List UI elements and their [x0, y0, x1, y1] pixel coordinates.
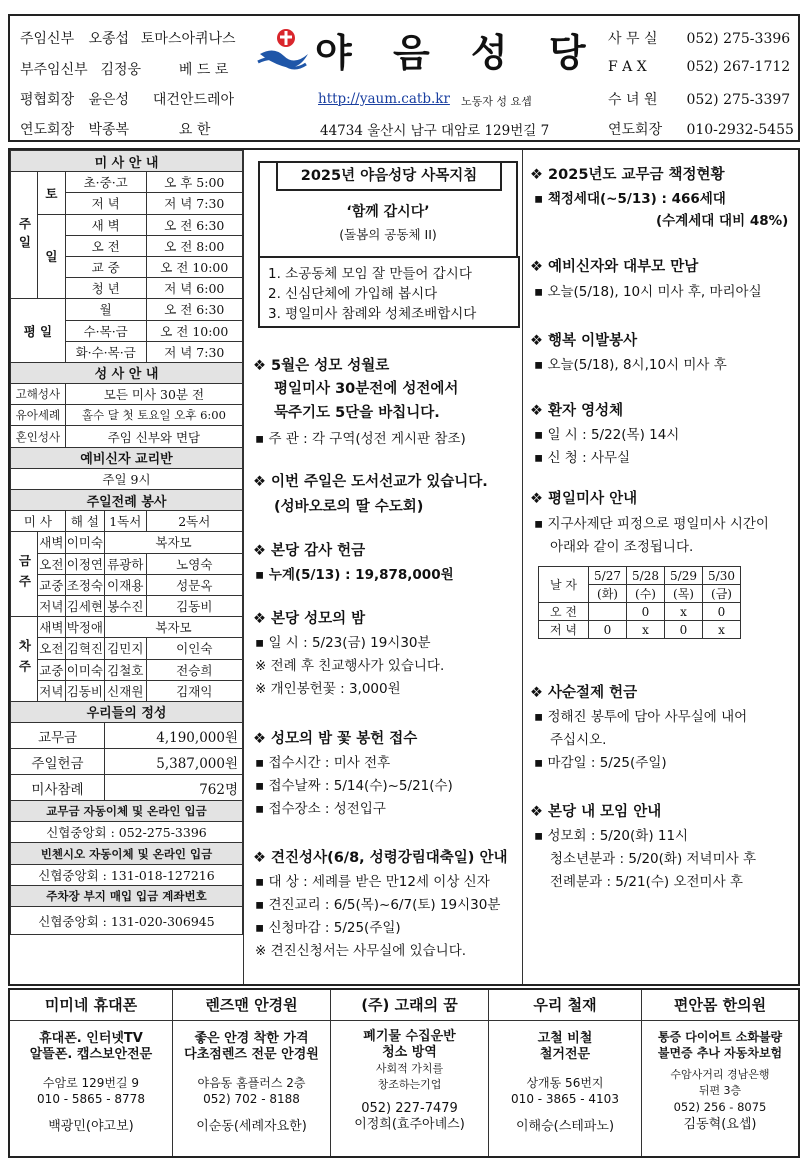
header-contact-1: F A X 052) 267-1712	[608, 59, 791, 75]
notice-line: ▪ 신청마감 : 5/25(주일)	[255, 920, 401, 936]
mass-name: 초·중·고	[65, 172, 146, 193]
sunday-label: 주일	[11, 172, 38, 299]
header-staff-3: 연도회장 박종복 요 한	[20, 122, 211, 138]
goal-item: 2. 신심단체에 가입해 봅시다	[268, 286, 438, 302]
notice-heading: 평일미사 30분전에 성전에서	[274, 381, 459, 397]
service-mass: 새벽	[37, 617, 65, 638]
service-person: 박정애	[65, 617, 104, 638]
ad-card	[331, 990, 489, 1156]
mass-time: 오 전 10:00	[146, 256, 242, 277]
ad-card	[173, 990, 331, 1156]
mt-row-label: 저 녁	[539, 621, 589, 639]
motto-title: 2025년 야음성당 사목지침	[276, 161, 502, 191]
service-person: 김세현	[65, 595, 104, 616]
ad-name: 렌즈맨 안경원	[173, 990, 330, 1021]
service-person: 복자모	[105, 617, 243, 638]
ad-line: 수암사거리 경남은행	[670, 1068, 770, 1081]
mass-time: 저 녁 7:30	[146, 341, 242, 362]
sacrament-guide-title: 성 사 안 내	[11, 362, 243, 383]
mass-name: 월	[65, 299, 146, 320]
mt-row-label: 오 전	[539, 603, 589, 621]
account-number: 신협중앙회 : 131-020-306945	[11, 907, 243, 935]
notice-line: ▪ 성모회 : 5/20(화) 11시	[534, 828, 689, 844]
offering-label: 교무금	[11, 723, 105, 749]
notice-heading: ❖ 본당 내 모임 안내	[530, 804, 662, 820]
mass-name: 청 년	[65, 278, 146, 299]
service-person: 이미숙	[65, 532, 104, 553]
service-person: 복자모	[105, 532, 243, 553]
mt-dow: (목)	[665, 585, 703, 603]
service-person: 이정연	[65, 553, 104, 574]
service-header: 1독서	[105, 511, 147, 532]
goal-item: 1. 소공동체 모임 잘 만들어 갑시다	[268, 266, 472, 282]
day-label: 일	[37, 214, 65, 299]
mt-date: 5/27	[589, 567, 627, 585]
mass-time: 오 전 6:30	[146, 299, 242, 320]
ad-line: 상개동 56번지	[526, 1076, 604, 1090]
notice-line: ▪ 누계(5/13) : 19,878,000원	[255, 567, 454, 583]
ad-line: 010 - 3865 - 4103	[511, 1092, 619, 1106]
mt-dow: (화)	[589, 585, 627, 603]
notice-line: ※ 전례 후 친교행사가 있습니다.	[255, 658, 445, 674]
weekday-mass-table	[538, 566, 741, 639]
saturday-label: 토	[37, 172, 65, 214]
mt-cell: x	[627, 621, 665, 639]
weekday-label: 평 일	[11, 299, 66, 363]
notice-heading: ❖ 성모의 밤 꽃 봉헌 접수	[253, 731, 418, 747]
offering-value: 5,387,000원	[105, 749, 243, 775]
bulletin-header	[8, 14, 800, 142]
mt-cell: 0	[589, 621, 627, 639]
ad-contact: 이해승(스테파노)	[515, 1119, 615, 1134]
ad-line: 010 - 5865 - 8778	[37, 1092, 145, 1106]
account-title: 주차장 부지 매입 입금 계좌번호	[11, 885, 243, 906]
account-number: 신협중앙회 : 131-018-127216	[11, 864, 243, 885]
liturgy-service-title: 주일전례 봉사	[11, 490, 243, 511]
parish-title: 야 음 성 당	[315, 31, 600, 75]
notice-line: ▪ 대 상 : 세례를 받은 만12세 이상 신자	[255, 874, 490, 890]
sacrament-info: 모든 미사 30분 전	[65, 384, 242, 405]
notice-heading: ❖ 사순절제 헌금	[530, 685, 638, 701]
pastoral-goals-box	[258, 256, 520, 328]
ad-line: 052) 702 - 8188	[203, 1092, 300, 1106]
service-mass: 저녁	[37, 680, 65, 701]
mass-time: 저 녁 6:00	[146, 278, 242, 299]
service-person: 김재익	[146, 680, 242, 701]
mass-name: 새 벽	[65, 214, 146, 235]
ad-line: 폐기물 수집운반	[363, 1029, 456, 1044]
service-mass: 오전	[37, 553, 65, 574]
parish-url-link[interactable]: http://yaum.catb.kr	[318, 91, 450, 107]
service-person: 조정숙	[65, 574, 104, 595]
ad-line: 고철 비철	[537, 1031, 593, 1046]
sacrament-info: 홀수 달 첫 토요일 오후 6:00	[65, 405, 242, 426]
mass-time: 오 후 5:00	[146, 172, 242, 193]
goal-item: 3. 평일미사 참례와 성체조배합시다	[268, 306, 477, 322]
ad-line: 사회적 가치를	[375, 1062, 444, 1075]
mass-name: 저 녁	[65, 193, 146, 214]
notice-heading: ❖ 평일미사 안내	[530, 491, 638, 507]
ad-line: 수암로 129번길 9	[42, 1076, 140, 1090]
service-person: 이인숙	[146, 638, 242, 659]
notice-heading: ❖ 견진성사(6/8, 성령강림대축일) 안내	[253, 850, 508, 866]
mass-name: 교 중	[65, 256, 146, 277]
mass-guide-title: 미 사 안 내	[11, 151, 243, 172]
catechumen-time: 주일 9시	[11, 468, 243, 489]
notice-heading: ❖ 이번 주일은 도서선교가 있습니다.	[253, 474, 488, 490]
notice-line: ▪ 견진교리 : 6/5(목)~6/7(토) 19시30분	[255, 897, 501, 913]
notice-line: ▪ 일 시 : 5/22(목) 14시	[534, 427, 680, 443]
ad-line: 휴대폰. 인터넷TV	[39, 1031, 143, 1046]
service-person: 김민지	[105, 638, 147, 659]
mt-dow: (수)	[627, 585, 665, 603]
notice-heading: ❖ 예비신자와 대부모 만남	[530, 259, 699, 275]
notice-heading: ❖ 본당 감사 헌금	[253, 543, 366, 559]
ad-card	[10, 990, 173, 1156]
service-person: 성문옥	[146, 574, 242, 595]
notice-heading: ❖ 행복 이발봉사	[530, 333, 638, 349]
mass-time: 오 전 10:00	[146, 320, 242, 341]
notice-line: ▪ 접수장소 : 성전입구	[255, 801, 386, 817]
notice-line: ▪ 정해진 봉투에 담아 사무실에 내어	[534, 709, 748, 725]
ad-contact: 김동혁(요셉)	[683, 1117, 757, 1132]
address-text: 44734 울산시 남구 대암로 129번길 7	[320, 123, 550, 139]
mt-date-label: 날 자	[539, 567, 589, 603]
mass-time: 오 전 8:00	[146, 235, 242, 256]
service-person: 김동비	[65, 680, 104, 701]
notice-line: 청소년분과 : 5/20(화) 저녁미사 후	[550, 851, 757, 867]
ad-line: 통증 다이어트 소화불량	[657, 1030, 783, 1044]
ad-line: 052) 256 - 8075	[673, 1100, 767, 1114]
service-person: 전승희	[146, 659, 242, 680]
ad-line: 불면증 추나 자동차보험	[657, 1046, 783, 1060]
sacrament-info: 주임 신부와 면담	[65, 426, 242, 447]
ad-line: 창조하는기업	[377, 1078, 442, 1091]
service-mass: 교중	[37, 574, 65, 595]
notice-line: ▪ 오늘(5/18), 8시,10시 미사 후	[534, 357, 727, 373]
ad-line: 052) 227-7479	[361, 1101, 458, 1116]
offering-label: 주일헌금	[11, 749, 105, 775]
notice-heading: ❖ 5월은 성모 성월로	[253, 358, 390, 374]
mass-name: 오 전	[65, 235, 146, 256]
notice-line: ▪ 일 시 : 5/23(금) 19시30분	[255, 635, 431, 651]
ad-card	[489, 990, 642, 1156]
ad-name: 편안몸 한의원	[642, 990, 798, 1021]
ad-line: 철거전문	[539, 1047, 591, 1062]
service-person: 이미숙	[65, 659, 104, 680]
service-person: 노영숙	[146, 553, 242, 574]
notice-line: ※ 개인봉헌꽃 : 3,000원	[255, 681, 401, 697]
ad-line: 청소 방역	[382, 1045, 437, 1060]
account-title: 교무금 자동이체 및 온라인 입금	[11, 801, 243, 822]
mt-cell: 0	[627, 603, 665, 621]
account-number: 신협중앙회 : 052-275-3396	[11, 822, 243, 843]
notice-heading: 묵주기도 5단을 바칩니다.	[274, 405, 440, 421]
notice-line: 전례분과 : 5/21(수) 오전미사 후	[550, 874, 743, 890]
service-person: 김혁진	[65, 638, 104, 659]
sacrament-name: 고해성사	[11, 384, 66, 405]
service-person: 김동비	[146, 595, 242, 616]
mass-time: 저 녁 7:30	[146, 193, 242, 214]
sacrament-name: 혼인성사	[11, 426, 66, 447]
header-staff-0: 주임신부 오종섭 토마스아퀴나스	[20, 31, 236, 47]
service-person: 이재용	[105, 574, 147, 595]
offering-value: 762명	[105, 775, 243, 801]
catechumen-title: 예비신자 교리반	[11, 447, 243, 468]
notice-line: 주십시오.	[550, 732, 607, 748]
notice-line: ▪ 접수시간 : 미사 전후	[255, 755, 391, 771]
header-staff-2: 평협회장 윤은성 대건안드레아	[20, 92, 235, 108]
motto-sub: (돌봄의 공동체 II)	[339, 227, 437, 242]
mt-cell: 0	[703, 603, 741, 621]
notice-line: ▪ 지구사제단 피정으로 평일미사 시간이	[534, 516, 769, 532]
mt-cell	[589, 603, 627, 621]
header-contact-2: 수 녀 원 052) 275-3397	[608, 92, 791, 108]
notice-line: ▪ 주 관 : 각 구역(성전 게시판 참조)	[255, 431, 466, 447]
mt-cell: 0	[665, 621, 703, 639]
left-info-table	[10, 150, 243, 935]
offering-title: 우리들의 정성	[11, 701, 243, 722]
ad-line: 야음동 홈플러스 2층	[197, 1076, 306, 1090]
offering-label: 미사참례	[11, 775, 105, 801]
mt-cell: x	[703, 621, 741, 639]
ad-name: 우리 철재	[489, 990, 641, 1021]
account-title: 빈첸시오 자동이체 및 온라인 입금	[11, 843, 243, 864]
patron-text: 노동자 성 요셉	[461, 95, 532, 108]
service-header: 해 설	[65, 511, 104, 532]
ad-contact: 이정희(효주아녜스)	[354, 1117, 465, 1132]
ad-line: 다초점렌즈 전문 안경원	[184, 1047, 319, 1062]
ad-contact: 이순동(세례자요한)	[196, 1119, 307, 1134]
mt-dow: (금)	[703, 585, 741, 603]
mt-cell: x	[665, 603, 703, 621]
mass-time: 오 전 6:30	[146, 214, 242, 235]
notice-heading: ❖ 환자 영성체	[530, 403, 624, 419]
header-staff-1: 부주임신부 김정웅 베 드 로	[20, 62, 229, 78]
notice-line: ▪ 접수날짜 : 5/14(수)~5/21(수)	[255, 778, 453, 794]
service-mass: 오전	[37, 638, 65, 659]
service-mass: 새벽	[37, 532, 65, 553]
ad-name: (주) 고래의 꿈	[331, 990, 488, 1021]
service-person: 류광하	[105, 553, 147, 574]
ad-line: 알뜰폰. 캡스보안전문	[29, 1047, 153, 1062]
ad-contact: 백광민(야고보)	[48, 1119, 134, 1134]
service-mass: 저녁	[37, 595, 65, 616]
ad-name: 미미네 휴대폰	[10, 990, 172, 1021]
offering-value: 4,190,000원	[105, 723, 243, 749]
header-contact-0: 사 무 실 052) 275-3396	[608, 31, 791, 47]
motto-main: ‘함께 갑시다’	[346, 204, 430, 220]
header-contact-3: 연도회장 010-2932-5455	[608, 122, 794, 138]
notice-line: (수계세대 대비 48%)	[656, 213, 789, 229]
pastoral-motto-box	[258, 161, 518, 264]
this-week-label: 금주	[11, 532, 38, 617]
mt-date: 5/28	[627, 567, 665, 585]
mass-name: 수·목·금	[65, 320, 146, 341]
service-person: 봉수진	[105, 595, 147, 616]
notice-line: ▪ 신 청 : 사무실	[534, 450, 631, 466]
sacrament-name: 유아세례	[11, 405, 66, 426]
ad-line: 좋은 안경 착한 가격	[194, 1031, 309, 1046]
notice-line: ▪ 오늘(5/18), 10시 미사 후, 마리아실	[534, 284, 762, 300]
service-header: 2독서	[146, 511, 242, 532]
ad-card	[642, 990, 798, 1156]
notice-line: ▪ 마감일 : 5/25(주일)	[534, 755, 667, 771]
sponsor-ads	[8, 988, 800, 1158]
parish-logo-icon	[254, 24, 312, 74]
notice-line: ▪ 책정세대(~5/13) : 466세대	[534, 191, 726, 207]
mass-name: 화·수·목·금	[65, 341, 146, 362]
service-mass: 교중	[37, 659, 65, 680]
notice-heading: ❖ 본당 성모의 밤	[253, 611, 366, 627]
notice-line: ※ 견진신청서는 사무실에 있습니다.	[255, 943, 467, 959]
ad-line: 뒤편 3층	[698, 1084, 742, 1097]
service-person: 김철호	[105, 659, 147, 680]
service-person: 신재원	[105, 680, 147, 701]
mt-date: 5/29	[665, 567, 703, 585]
notice-heading: (성바오로의 딸 수도회)	[274, 499, 424, 515]
service-header: 미 사	[11, 511, 66, 532]
notice-line: 아래와 같이 조정됩니다.	[550, 539, 694, 555]
mt-date: 5/30	[703, 567, 741, 585]
bulletin-body	[8, 148, 800, 986]
notice-heading: ❖ 2025년도 교무금 책정현황	[530, 167, 725, 183]
next-week-label: 차주	[11, 617, 38, 702]
